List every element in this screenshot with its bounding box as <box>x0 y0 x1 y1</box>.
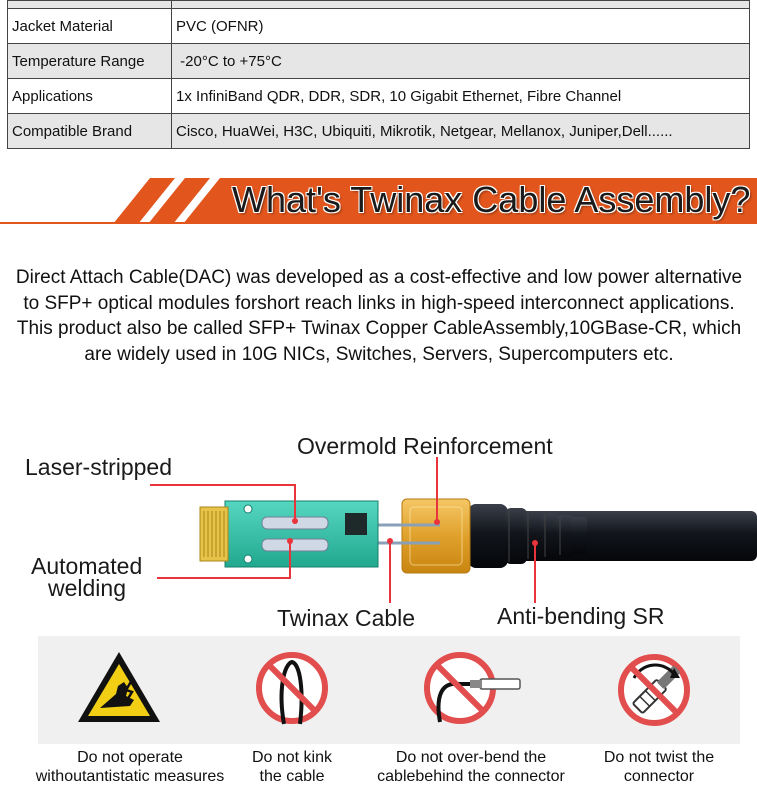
section-title: What's Twinax Cable Assembly? <box>232 179 751 220</box>
no-twist-icon <box>616 650 698 726</box>
spec-key: Jacket Material <box>8 9 172 44</box>
spec-key: Compatible Brand <box>8 114 172 149</box>
spec-value: Cisco, HuaWei, H3C, Ubiquiti, Mikrotik, Netgear, Mellanox, Juniper,Dell...... <box>172 114 750 149</box>
caption-line: Do not over-bend the <box>395 749 547 766</box>
table-row <box>8 79 750 114</box>
esd-warning-icon <box>76 650 162 724</box>
chip <box>345 513 367 535</box>
warning-caption-overbend <box>356 748 586 786</box>
label-welding: welding <box>48 575 126 601</box>
description-text: Direct Attach Cable(DAC) was developed as a cost-effective and low power alternative to SFP+ optical modules forshort reach links in high-speed interconnect applications. This product also be called SFP+ Twinax Copper CableAssembly,10GBase-CR, which are widely used in 10G NICs, Switches, Servers, Supercomputers etc. <box>15 267 743 365</box>
spec-table <box>7 0 750 149</box>
spec-value: -20°C to +75°C <box>172 44 750 79</box>
caption-line: withoutantistatic measures <box>35 768 225 785</box>
spec-value: PVC (OFNR) <box>172 9 750 44</box>
label-anti-bending: Anti-bending SR <box>497 603 665 629</box>
label-laser-stripped: Laser-stripped <box>25 454 173 480</box>
label-twinax-cable: Twinax Cable <box>277 605 416 631</box>
spec-value: 1x InfiniBand QDR, DDR, SDR, 10 Gigabit Ethernet, Fibre Channel <box>172 79 750 114</box>
label-automated: Automated <box>31 553 143 579</box>
caption-line: Do not operate <box>77 749 183 766</box>
caption-line: the cable <box>259 768 325 785</box>
caption-line: Do not kink <box>251 749 333 766</box>
caption-line: cablebehind the connector <box>377 768 565 785</box>
table-row <box>8 114 750 149</box>
cable-diagram <box>0 425 757 635</box>
warning-caption-twist <box>584 748 734 786</box>
caption-line: connector <box>623 768 695 785</box>
warning-caption-esd <box>12 748 248 786</box>
spec-key: Temperature Range <box>8 44 172 79</box>
wire-pair-bottom <box>262 539 328 551</box>
table-row <box>8 44 750 79</box>
caption-line: Do not twist the <box>603 749 715 766</box>
warning-caption-kink <box>234 748 350 786</box>
table-row <box>8 1 750 9</box>
no-kink-icon <box>254 650 330 726</box>
table-row <box>8 9 750 44</box>
no-overbend-icon <box>420 650 524 726</box>
spec-key: Applications <box>8 79 172 114</box>
label-overmold-reinforcement: Overmold Reinforcement <box>297 433 553 459</box>
